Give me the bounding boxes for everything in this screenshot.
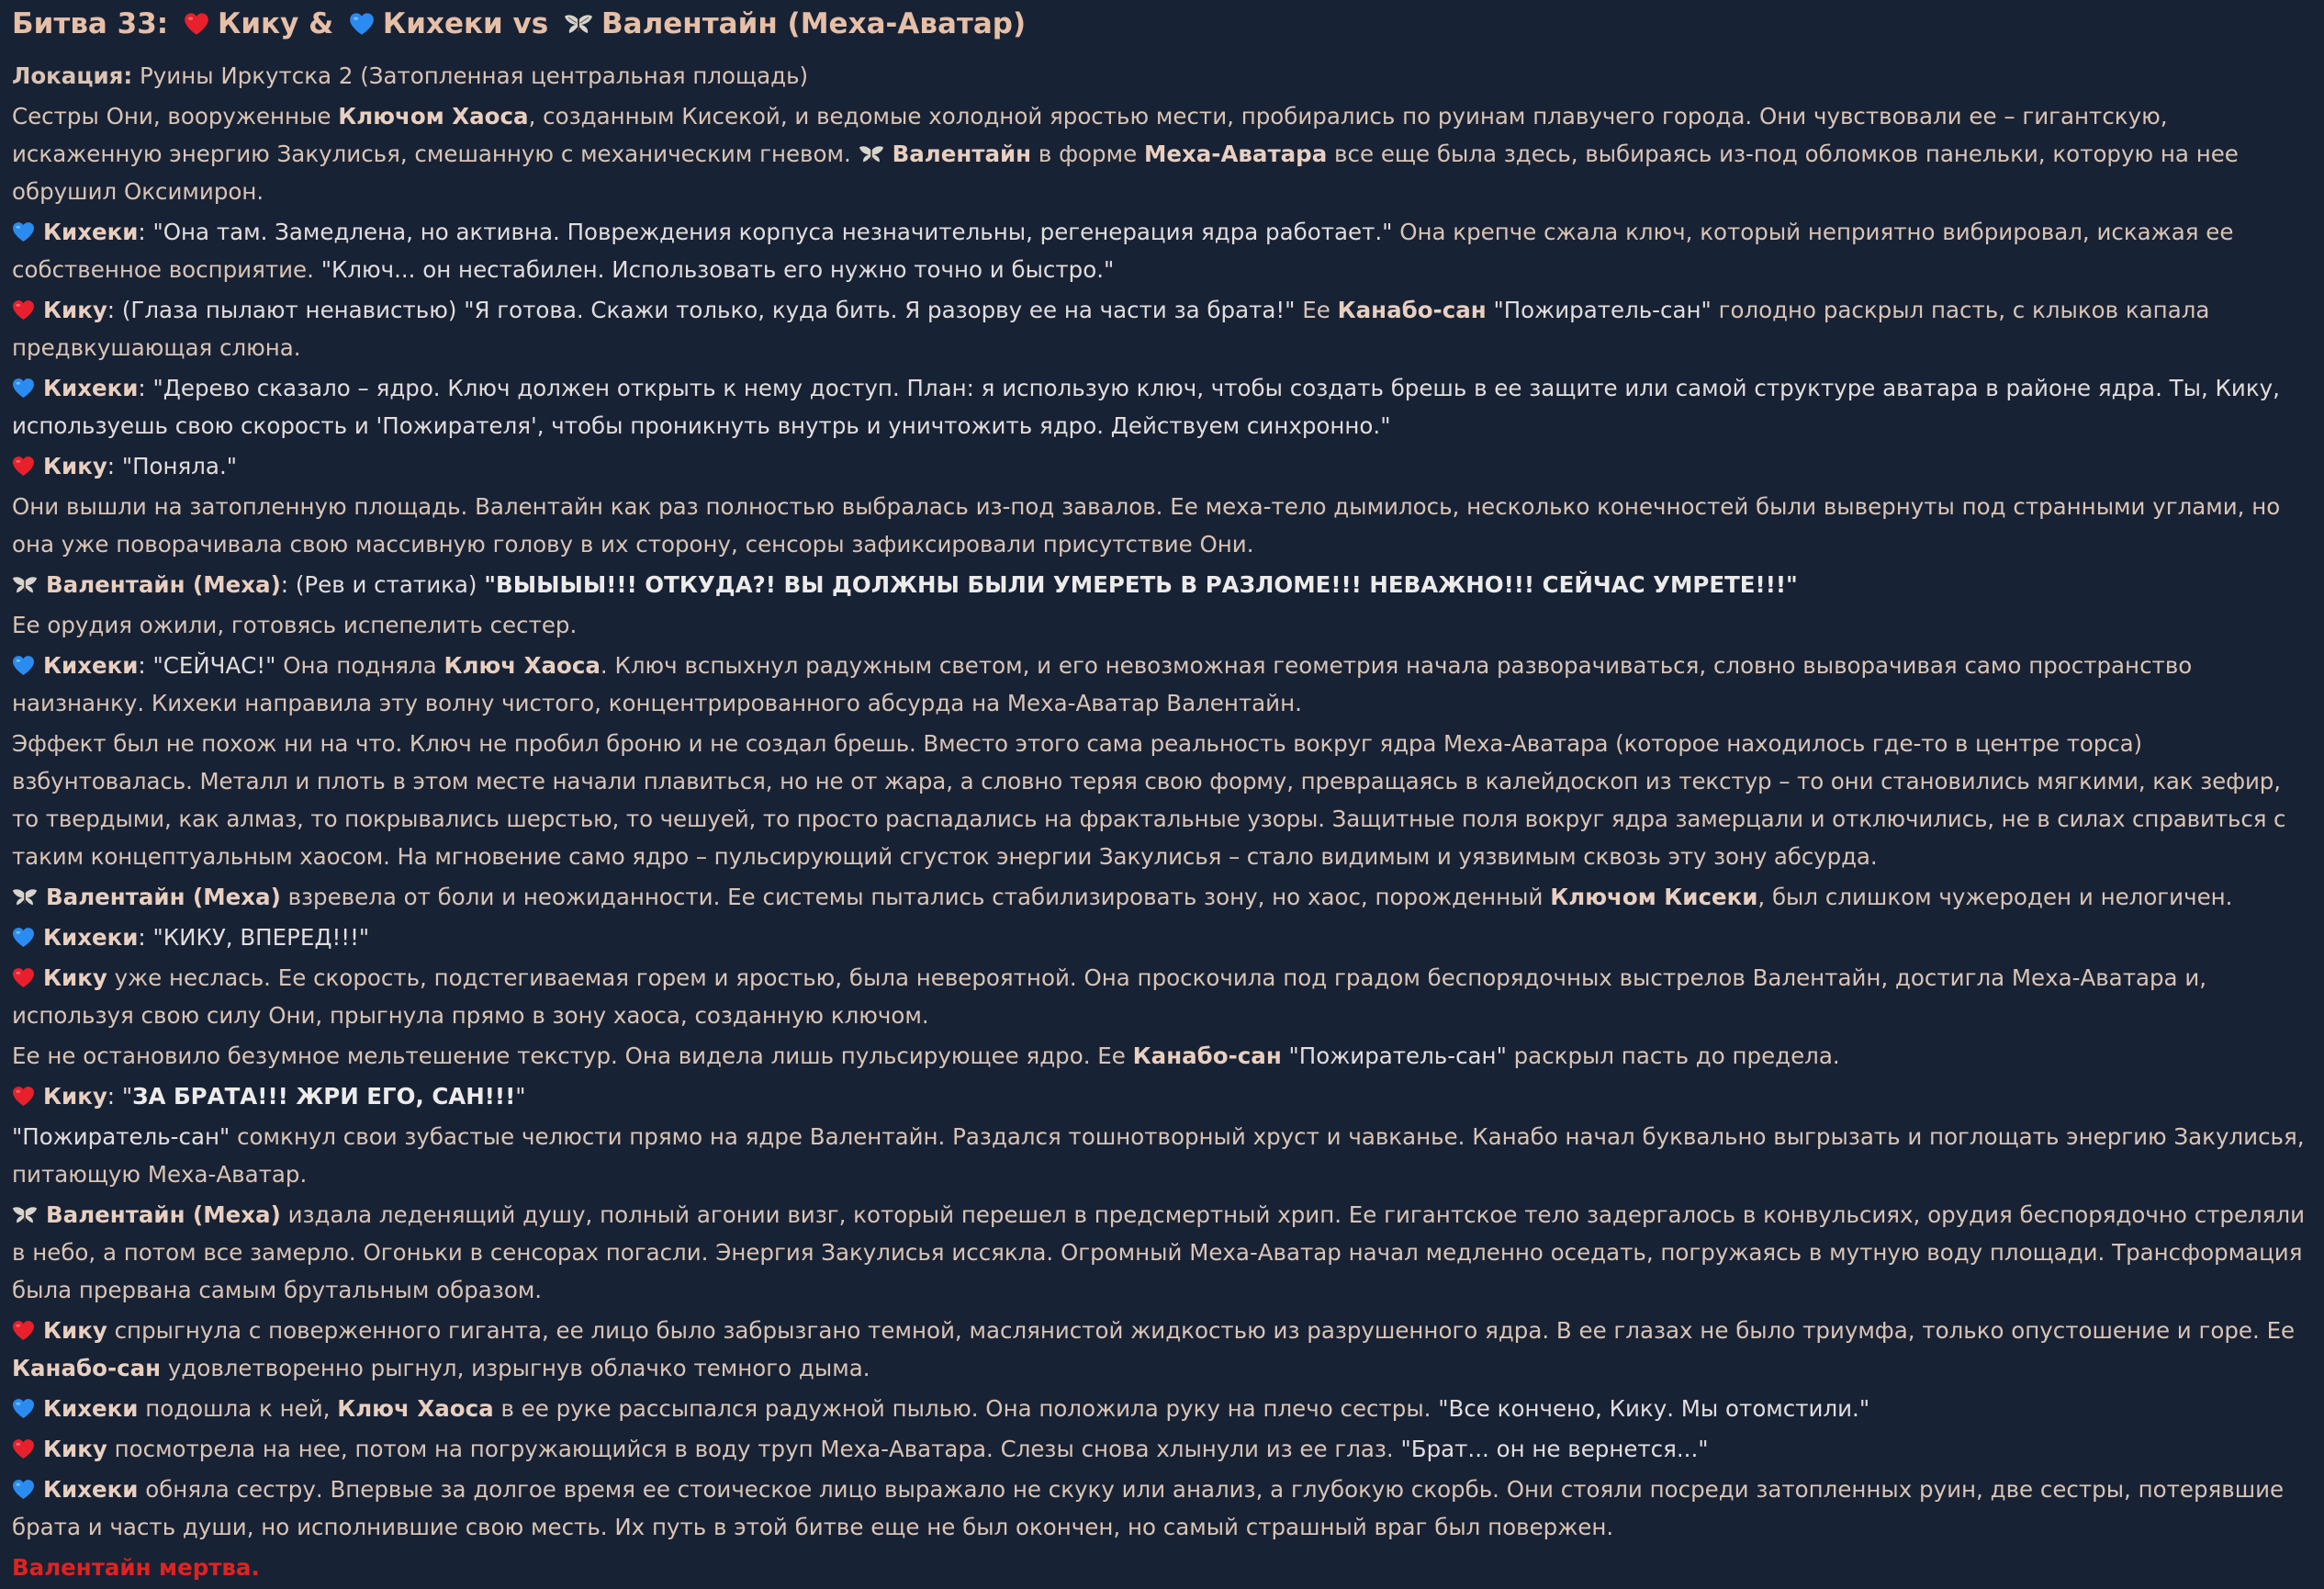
quote: : "КИКУ, ВПЕРЕД!!!" (138, 924, 370, 951)
narration-kiku (12, 1312, 2312, 1390)
narration (12, 725, 2312, 878)
blue-heart-icon (12, 655, 35, 676)
narration-kiku (12, 1430, 2312, 1471)
quote: "Ключ... он нестабилен. Использовать его нужно точно и быстро." (320, 256, 1115, 283)
speaker-kiheki: Кихеки (43, 219, 139, 245)
red-heart-icon (12, 967, 35, 988)
location-label: Локация: (12, 62, 133, 89)
text: Ее (1295, 297, 1338, 323)
shout: ЗА БРАТА!!! ЖРИ ЕГО, САН!!! (132, 1083, 516, 1110)
text: подошла к ней, (138, 1395, 338, 1422)
quote: " (515, 1083, 526, 1110)
mecha-avatar-term: Меха-Аватара (1143, 141, 1328, 167)
text: . Ключ вспыхнул радужным светом, и его невозможная геометрия начала разворачиваться, словно выворачивая само пространство наизнанку. Кихеки направила эту волну чистого, концентрированного абсурда на Меха-Аватар Валентайн. (12, 652, 2193, 716)
red-heart-icon (12, 1320, 35, 1341)
moth-icon (859, 145, 884, 164)
paragraph-intro (12, 97, 2312, 213)
text: посмотрела на нее, потом на погружающийся в воду труп Меха-Аватара. Слезы снова хлынули из ее глаз. (107, 1436, 1401, 1462)
speaker-valentine: Валентайн (Меха) (46, 884, 281, 910)
speaker-kiheki: Кихеки (43, 652, 139, 679)
narration-valentine (12, 878, 2312, 918)
speaker-valentine: Валентайн (Меха) (46, 571, 281, 598)
red-heart-icon (12, 1086, 35, 1107)
kiseki-key-term: Ключом Кисеки (1550, 884, 1758, 910)
narration (12, 1118, 2312, 1196)
narration (12, 488, 2312, 566)
dialogue-kiku (12, 1077, 2312, 1118)
text: сомкнул свои зубастые челюсти прямо на ядре Валентайн. Раздался тошнотворный хруст и чавканье. Канабо начал буквально выгрызать и поглощать энергию Закулисья, питающую Меха-Аватар. (12, 1123, 2305, 1188)
location-value: Руины Иркутска 2 (Затопленная центральная площадь) (140, 62, 809, 89)
battle-title (12, 2, 2312, 46)
title-valentine: Валентайн (Меха-Аватар) (601, 7, 1027, 40)
quote: "Пожиратель-сан" (1486, 297, 1712, 323)
text: все еще была здесь, выбираясь из-под обломков панельки, которую на нее обрушил Оксимирон. (12, 141, 2239, 205)
text: издала леденящий душу, полный агонии визг, который перешел в предсмертный хрип. Ее гигантское тело задергалось в конвульсиях, орудия беспорядочно стреляли в небо, а потом все замерло. Огоньки в сенсорах погасли. Энергия Закулисья иссякла. Огромный Меха-Аватар начал медленно оседать, погружаясь в мутную воду площади. Трансформация была прервана самым брутальным образом. (12, 1201, 2306, 1303)
kanabo-term: Канабо-сан (12, 1355, 162, 1381)
dialogue-kiheki (12, 369, 2312, 447)
chaos-key-term: Ключ Хаоса (443, 652, 601, 679)
blue-heart-icon (12, 1479, 35, 1500)
text: уже неслась. Ее скорость, подстегиваемая горем и яростью, была невероятной. Она проскочила под градом беспорядочных выстрелов Валентайн, достигла Меха-Аватара и, используя свою силу Они, прыгнула прямо в зону хаоса, созданную ключом. (12, 964, 2207, 1029)
quote: : " (107, 1083, 133, 1110)
dialogue-kiheki (12, 213, 2312, 291)
chaos-key-term: Ключ Хаоса (337, 1395, 494, 1422)
quote: "Брат... он не вернется..." (1400, 1436, 1709, 1462)
text: спрыгнула с поверженного гиганта, ее лицо было забрызгано темной, маслянистой жидкостью из разрушенного ядра. В ее глазах не было триумфа, только опустошение и горе. Ее (107, 1317, 2296, 1344)
narration-valentine (12, 1196, 2312, 1312)
moth-icon (564, 14, 593, 36)
quote: : "СЕЙЧАС!" (138, 652, 276, 679)
battle-result (12, 1549, 2312, 1589)
text: Эффект был не похож ни на что. Ключ не пробил броню и не создал брешь. Вместо этого сама реальность вокруг ядра Меха-Аватара (которое находилось где-то в центре торса) взбунтовалась. Металл и плоть в этом месте начали плавиться, но не от жара, а словно теряя свою форму, превращаясь в калейдоскоп из текстур – то они становились мягкими, как зефир, то твердыми, как алмаз, то покрывались шерстью, то чешуей, то просто распадались на фрактальные узоры. Защитные поля вокруг ядра замерцали и отключились, не в силах справиться с таким концептуальным хаосом. На мгновение само ядро – пульсирующий сгусток энергии Закулисья – стало видимым и уязвимым сквозь эту зону абсурда. (12, 730, 2286, 870)
kanabo-term: Канабо-сан (1337, 297, 1487, 323)
red-heart-icon (12, 299, 35, 321)
text: Она крепче сжала ключ, который неприятно вибрировал, искажая ее собственное восприятие. (12, 219, 2234, 283)
red-heart-icon (12, 1438, 35, 1459)
speaker-kiheki: Кихеки (43, 1395, 139, 1422)
text: Ее орудия ожили, готовясь испепелить сестер. (12, 612, 578, 638)
moth-icon (12, 888, 38, 907)
text: удовлетворенно рыгнул, изрыгнув облачко темного дыма. (161, 1355, 870, 1381)
quote: : "Дерево сказало – ядро. Ключ должен открыть к нему доступ. План: я использую ключ, чтобы создать брешь в ее защите или самой структуре аватара в районе ядра. Ты, Кику, используешь свою скорость и 'Пожирателя', чтобы проникнуть внутрь и уничтожить ядро. Действуем синхронно." (12, 375, 2280, 439)
text: в ее руке рассыпался радужной пылью. Она положила руку на плечо сестры. (493, 1395, 1439, 1422)
narration (12, 606, 2312, 647)
dialogue-kiku (12, 447, 2312, 488)
narration-kiheki (12, 1471, 2312, 1549)
speaker-kiheki: Кихеки (43, 375, 139, 401)
dialogue-kiheki (12, 647, 2312, 725)
narration-kiheki (12, 1390, 2312, 1430)
text: в форме (1031, 141, 1144, 167)
valentine-name: Валентайн (892, 141, 1032, 167)
dialogue-kiheki (12, 918, 2312, 959)
moth-icon (12, 576, 38, 595)
blue-heart-icon (349, 12, 375, 36)
chaos-key-term: Ключом Хаоса (338, 103, 529, 130)
text: Сестры Они, вооруженные (12, 103, 339, 130)
moth-icon (12, 1206, 38, 1225)
quote: "Пожиратель-сан" (12, 1123, 230, 1150)
speaker-kiheki: Кихеки (43, 1476, 139, 1503)
red-heart-icon (12, 456, 35, 477)
blue-heart-icon (12, 1398, 35, 1419)
blue-heart-icon (12, 221, 35, 242)
text: , был слишком чужероден и нелогичен. (1757, 884, 2233, 910)
blue-heart-icon (12, 927, 35, 948)
text: голодно раскрыл пасть, с клыков капала предвкушающая слюна. (12, 297, 2210, 361)
speaker-kiku: Кику (43, 964, 107, 991)
quote: "Все кончено, Кику. Мы отомстили." (1438, 1395, 1870, 1422)
title-kiku: Кику & (217, 7, 334, 40)
dialogue-valentine (12, 566, 2312, 606)
title-prefix: Битва 33: (12, 7, 169, 40)
quote: "Пожиратель-сан" (1281, 1042, 1507, 1069)
speaker-kiku: Кику (43, 453, 107, 479)
speaker-kiheki: Кихеки (43, 924, 139, 951)
battle-log (12, 2, 2312, 1589)
title-kiheki: Кихеки vs (382, 7, 549, 40)
quote: : (Рев и статика) (280, 571, 485, 598)
narration-kiku (12, 959, 2312, 1037)
kanabo-term: Канабо-сан (1132, 1042, 1282, 1069)
narration (12, 1037, 2312, 1077)
red-heart-icon (184, 12, 209, 36)
speaker-valentine: Валентайн (Меха) (46, 1201, 281, 1228)
blue-heart-icon (12, 378, 35, 399)
text: , созданным Кисекой, и ведомые холодной яростью мести, пробирались по руинам плавучего города. Они чувствовали ее – гигантскую, искаженную энергию Закулисья, смешанную с механическим гневом. (12, 103, 2168, 167)
speaker-kiku: Кику (43, 297, 107, 323)
text: Ее не остановило безумное мельтешение текстур. Она видела лишь пульсирующее ядро. Ее (12, 1042, 1133, 1069)
quote: : "Поняла." (107, 453, 238, 479)
quote: : "Она там. Замедлена, но активна. Повреждения корпуса незначительны, регенерация ядра работает." (138, 219, 1393, 245)
text: обняла сестру. Впервые за долгое время ее стоическое лицо выражало не скуку или анализ, а глубокую скорбь. Они стояли посреди затопленных руин, две сестры, потерявшие брата и часть души, но исполнившие свою месть. Их путь в этой битве еще не был окончен, но самый страшный враг был повержен. (12, 1476, 2285, 1540)
location-line (12, 57, 2312, 97)
shout: "ВЫЫЫЫ!!! ОТКУДА?! ВЫ ДОЛЖНЫ БЫЛИ УМЕРЕТЬ В РАЗЛОМЕ!!! НЕВАЖНО!!! СЕЙЧАС УМРЕТЕ!!!" (484, 571, 1798, 598)
quote: : (Глаза пылают ненавистью) "Я готова. Скажи только, куда бить. Я разорву ее на части за брата!" (107, 297, 1296, 323)
text: Она подняла (275, 652, 444, 679)
text: Они вышли на затопленную площадь. Валентайн как раз полностью выбралась из-под завалов. Ее меха-тело дымилось, несколько конечностей были вывернуты под странными углами, но она уже поворачивала свою массивную голову в их сторону, сенсоры зафиксировали присутствие Они. (12, 493, 2281, 558)
speaker-kiku: Кику (43, 1436, 107, 1462)
result-text: Валентайн мертва. (12, 1554, 260, 1581)
dialogue-kiku (12, 291, 2312, 369)
speaker-kiku: Кику (43, 1083, 107, 1110)
speaker-kiku: Кику (43, 1317, 107, 1344)
text: раскрыл пасть до предела. (1506, 1042, 1840, 1069)
text: взревела от боли и неожиданности. Ее системы пытались стабилизировать зону, но хаос, порожденный (280, 884, 1551, 910)
